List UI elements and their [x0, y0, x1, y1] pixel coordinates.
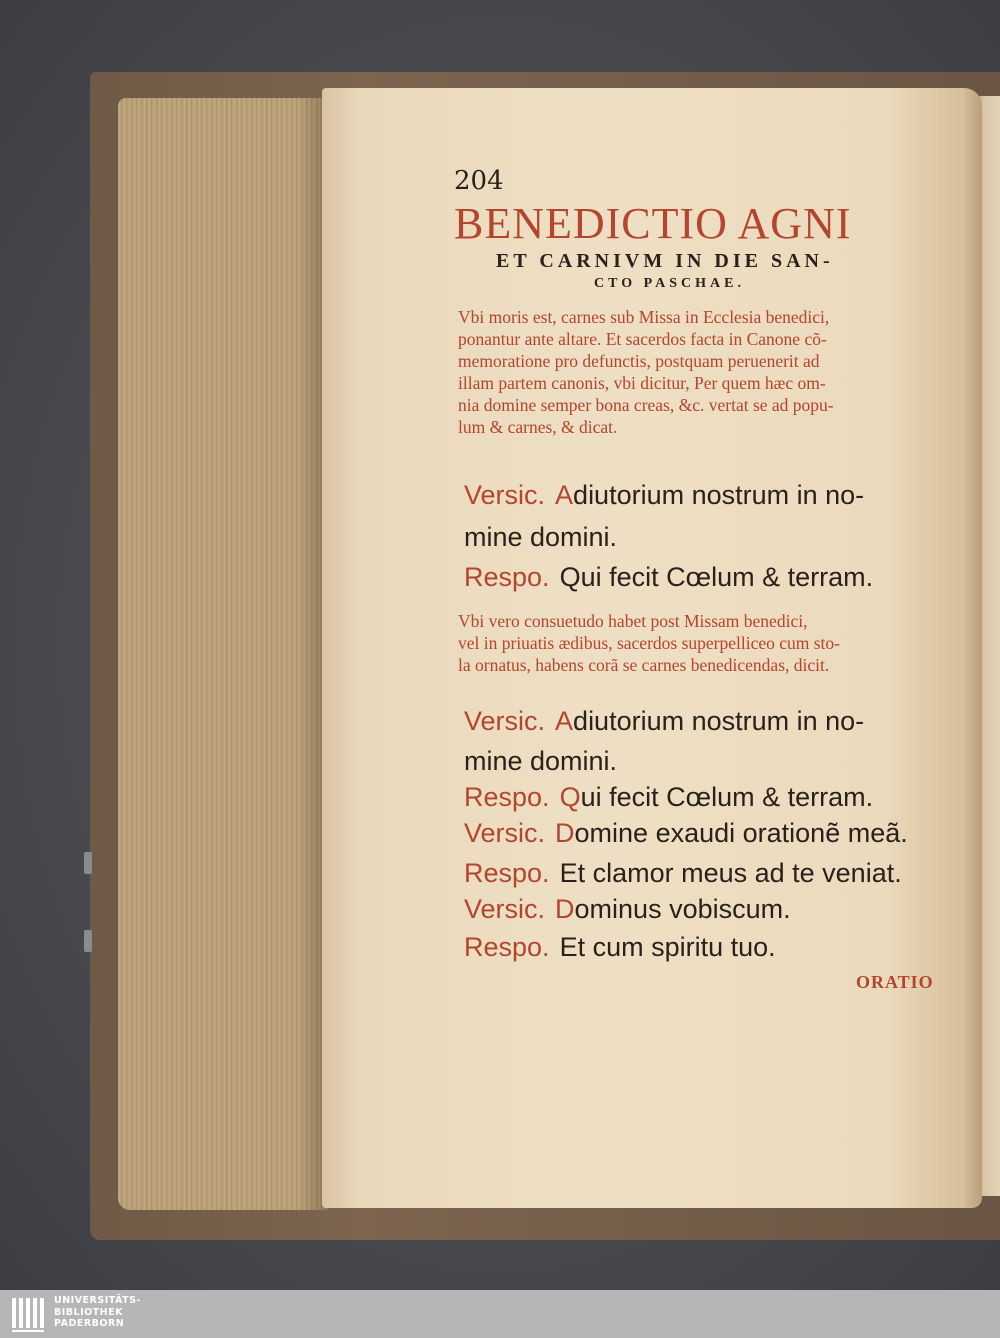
response-line [464, 562, 873, 593]
versicle-text: ominus vobiscum. [574, 894, 791, 924]
response-line [464, 782, 873, 813]
response-text: ui fecit Cœlum & terram. [580, 782, 874, 812]
response-text: Et clamor meus ad te veniat. [559, 858, 902, 888]
logo-line: BIBLIOTHEK [54, 1306, 123, 1318]
versicle-text: omine exaudi orationẽ meã. [574, 818, 908, 848]
title-line-3: CTO PASCHAE. [594, 276, 745, 291]
versicle-line [464, 522, 617, 553]
rubric-line: la ornatus, habens corã se carnes benedicendas, dicit. [458, 655, 830, 675]
response-label: Respo. [464, 562, 550, 592]
versicle-line [464, 746, 617, 777]
response-label: Respo. [464, 858, 550, 888]
response-line [464, 858, 902, 889]
versicle-label: Versic. [464, 480, 546, 510]
versicle-label: Versic. [464, 894, 546, 924]
clasp-top [84, 852, 92, 874]
initial-capital: D [555, 894, 575, 924]
rubric-line: ponantur ante altare. Et sacerdos facta in Canone cõ- [458, 329, 827, 349]
response-line [464, 932, 776, 963]
versicle-text: mine domini. [464, 522, 618, 552]
rubric-2 [458, 610, 840, 676]
response-label: Respo. [464, 932, 550, 962]
rubric-1 [458, 306, 834, 438]
versicle-line [464, 480, 864, 511]
clasp-bottom [84, 930, 92, 952]
library-logo-icon [10, 1294, 46, 1334]
logo-line: UNIVERSITÄTS- [54, 1295, 141, 1306]
footer-bar [0, 1290, 1000, 1338]
response-label: Respo. [464, 782, 550, 812]
response-text: Qui fecit Cœlum & terram. [559, 562, 874, 592]
catchword: ORATIO [856, 972, 934, 992]
initial-capital: A [555, 706, 574, 736]
rubric-line: vel in priuatis ædibus, sacerdos superpelliceo cum sto- [458, 633, 841, 653]
page-block-edge [118, 98, 328, 1210]
title-line-2: ET CARNIVM IN DIE SAN- [496, 250, 834, 272]
library-logo-text [54, 1295, 141, 1330]
versicle-text: diutorium nostrum in no- [573, 480, 865, 510]
rubric-line: memoratione pro defunctis, postquam peruenerit ad [458, 351, 820, 371]
initial-capital: Q [559, 782, 581, 812]
rubric-line: lum & carnes, & dicat. [458, 417, 618, 437]
rubric-line: illam partem canonis, vbi dicitur, Per quem hæc om- [458, 373, 826, 393]
versicle-line [464, 706, 864, 737]
rubric-line: nia domine semper bona creas, &c. vertat se ad popu- [458, 395, 834, 415]
rubric-line: Vbi moris est, carnes sub Missa in Ecclesia benedici, [458, 307, 830, 327]
rubric-line: Vbi vero consuetudo habet post Missam benedici, [458, 611, 808, 631]
versicle-label: Versic. [464, 818, 546, 848]
versicle-text: diutorium nostrum in no- [573, 706, 865, 736]
initial-capital: D [555, 818, 575, 848]
versicle-text: mine domini. [464, 746, 618, 776]
page-number: 204 [454, 166, 504, 196]
versicle-label: Versic. [464, 706, 546, 736]
initial-capital: A [555, 480, 574, 510]
title-line-1: BENEDICTIO AGNI [454, 199, 852, 248]
logo-line: PADERBORN [54, 1318, 125, 1329]
response-text: Et cum spiritu tuo. [559, 932, 776, 962]
versicle-line [464, 894, 791, 925]
versicle-line [464, 818, 908, 849]
